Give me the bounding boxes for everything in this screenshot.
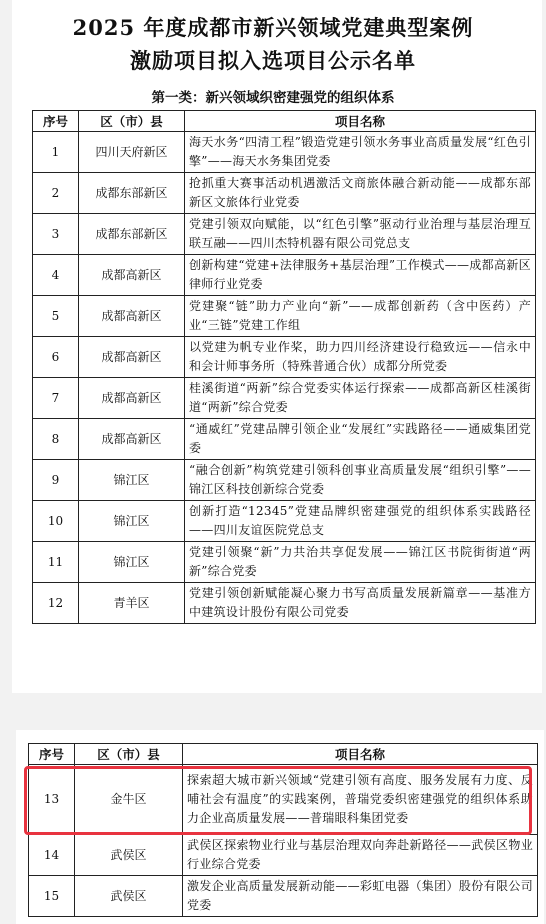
table-row — [33, 378, 536, 419]
table-row — [33, 542, 536, 583]
table-row — [33, 419, 536, 460]
row-district: 锦江区 — [79, 501, 185, 542]
row-number: 3 — [33, 214, 79, 255]
row-project: “通威红”党建品牌引领企业“发展红”实践路径——通威集团党委 — [185, 419, 536, 460]
row-project: 以党建为帆专业作桨，助力四川经济建设行稳致远——信永中和会计师事务所（特殊普通合伙）成都分所党委 — [185, 337, 536, 378]
project-table-continued — [28, 743, 538, 917]
table-row — [33, 460, 536, 501]
table-row — [33, 583, 536, 624]
row-district: 青羊区 — [79, 583, 185, 624]
row-number: 14 — [29, 835, 75, 876]
row-number: 6 — [33, 337, 79, 378]
row-number: 12 — [33, 583, 79, 624]
row-district: 成都高新区 — [79, 255, 185, 296]
table-row — [33, 214, 536, 255]
table-header-row — [33, 111, 536, 132]
row-district: 四川天府新区 — [79, 132, 185, 173]
table-row — [29, 835, 538, 876]
row-number: 13 — [29, 765, 75, 835]
row-number: 7 — [33, 378, 79, 419]
row-project: “融合创新”构筑党建引领科创事业高质量发展“组织引擎”——锦江区科技创新综合党委 — [185, 460, 536, 501]
column-header-no: 序号 — [29, 744, 75, 765]
column-header-no: 序号 — [33, 111, 79, 132]
row-project: 武侯区探索物业行业与基层治理双向奔赴新路径——武侯区物业行业综合党委 — [183, 835, 538, 876]
column-header-district: 区（市）县 — [79, 111, 185, 132]
row-project: 创新构建“党建+法律服务+基层治理”工作模式——成都高新区律师行业党委 — [185, 255, 536, 296]
table-row — [29, 876, 538, 917]
row-project: 桂溪街道“两新”综合党委实体运行探索——成都高新区桂溪街道“两新”综合党委 — [185, 378, 536, 419]
table-row — [33, 132, 536, 173]
row-district: 成都高新区 — [79, 378, 185, 419]
row-project: 探索超大城市新兴领域“党建引领有高度、服务发展有力度、反哺社会有温度”的实践案例，普瑞党委织密建强党的组织体系助力企业高质量发展——普瑞眼科集团党委 — [183, 765, 538, 835]
table-row — [29, 765, 538, 835]
row-district: 成都高新区 — [79, 337, 185, 378]
row-number: 15 — [29, 876, 75, 917]
column-header-project: 项目名称 — [183, 744, 538, 765]
row-district: 锦江区 — [79, 542, 185, 583]
row-number: 9 — [33, 460, 79, 501]
row-number: 10 — [33, 501, 79, 542]
row-project: 党建聚“链”助力产业向“新”——成都创新药（含中医药）产业“三链”党建工作组 — [185, 296, 536, 337]
table-row — [33, 255, 536, 296]
row-district: 成都高新区 — [79, 419, 185, 460]
row-number: 5 — [33, 296, 79, 337]
column-header-district: 区（市）县 — [75, 744, 183, 765]
project-table — [32, 110, 536, 624]
row-number: 2 — [33, 173, 79, 214]
table-row — [33, 173, 536, 214]
table-header-row — [29, 744, 538, 765]
row-number: 4 — [33, 255, 79, 296]
row-district: 金牛区 — [75, 765, 183, 835]
row-number: 1 — [33, 132, 79, 173]
row-district: 成都高新区 — [79, 296, 185, 337]
row-district: 武侯区 — [75, 835, 183, 876]
table-row — [33, 296, 536, 337]
row-number: 11 — [33, 542, 79, 583]
row-district: 成都东部新区 — [79, 173, 185, 214]
table-row — [33, 501, 536, 542]
row-number: 8 — [33, 419, 79, 460]
category-heading: 第一类：新兴领域织密建强党的组织体系 — [151, 90, 395, 106]
document-title: 2025 年度成都市新兴领域党建典型案例 — [72, 15, 474, 40]
row-project: 党建引领聚“新”力共治共享促发展——锦江区书院街街道“两新”综合党委 — [185, 542, 536, 583]
row-project: 党建引领双向赋能，以“红色引擎”驱动行业治理与基层治理互联互融——四川杰特机器有限公司党总支 — [185, 214, 536, 255]
row-project: 创新打造“12345”党建品牌织密建强党的组织体系实践路径——四川友谊医院党总支 — [185, 501, 536, 542]
document-subtitle: 激励项目拟入选项目公示名单 — [130, 48, 416, 73]
row-project: 海天水务“四清工程”锻造党建引领水务事业高质量发展“红色引擎”——海天水务集团党委 — [185, 132, 536, 173]
column-header-project: 项目名称 — [185, 111, 536, 132]
row-project: 党建引领创新赋能凝心聚力书写高质量发展新篇章——基准方中建筑设计股份有限公司党委 — [185, 583, 536, 624]
row-district: 成都东部新区 — [79, 214, 185, 255]
row-project: 激发企业高质量发展新动能——彩虹电器（集团）股份有限公司党委 — [183, 876, 538, 917]
row-district: 锦江区 — [79, 460, 185, 501]
row-district: 武侯区 — [75, 876, 183, 917]
table-row — [33, 337, 536, 378]
row-project: 抢抓重大赛事活动机遇激活文商旅体融合新动能——成都东部新区文旅体行业党委 — [185, 173, 536, 214]
